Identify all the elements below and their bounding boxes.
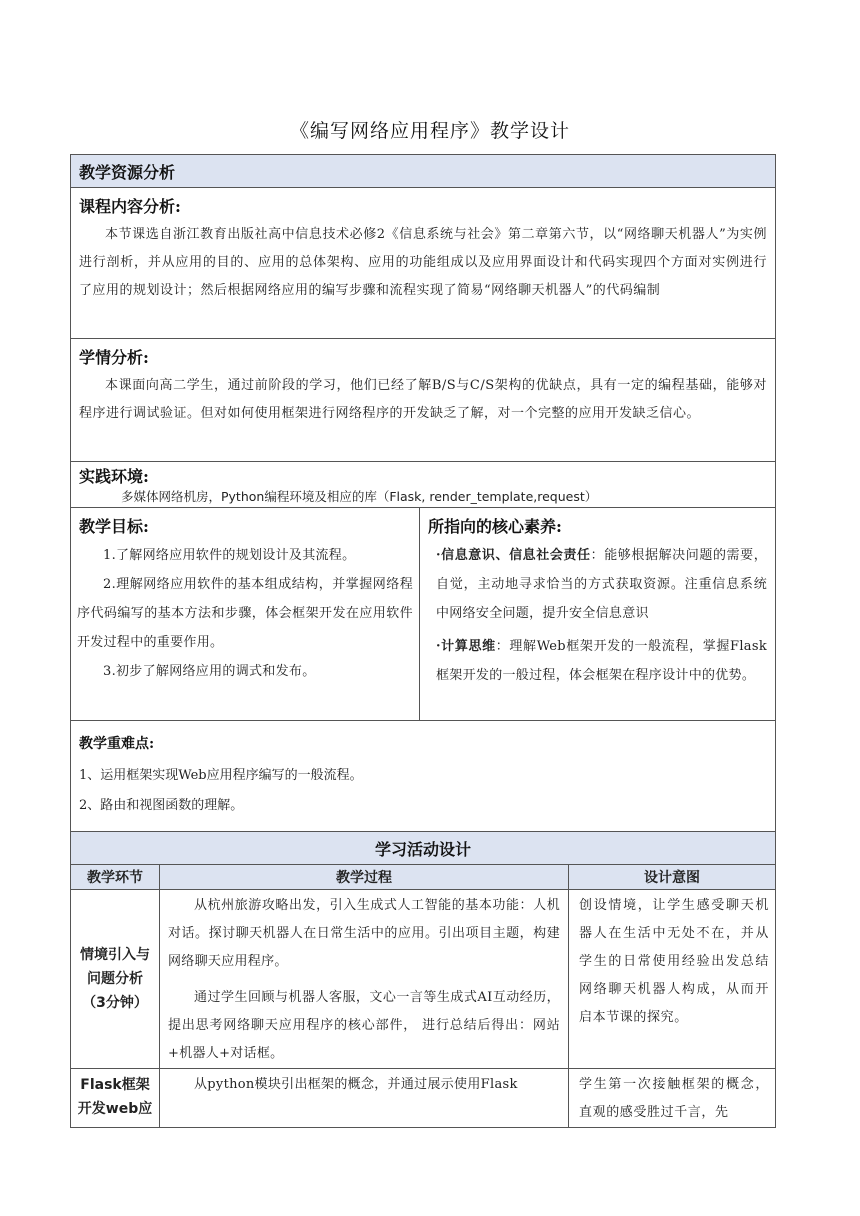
document-title: 《编写网络应用程序》教学设计	[289, 120, 570, 142]
goal-item: 2.理解网络应用软件的基本组成结构，并掌握网络程序代码编写的基本方法和步骤，体会框架开发在应用软件开发过程中的重要作用。	[77, 577, 413, 650]
goal-item: 1.了解网络应用软件的规划设计及其流程。	[103, 548, 356, 563]
activity-row	[71, 1069, 776, 1128]
environment-text: 多媒体网络机房，Python编程环境及相应的库（Flask, render_template,request）	[121, 489, 598, 504]
environment-title: 实践环境:	[79, 467, 149, 486]
core-item-text: ：能够根据解决问题的需要，自觉，主动地寻求恰当的方式获取资源。注重信息系统中网络安全问题，提升安全信息意识	[436, 548, 768, 621]
activity-phase: Flask框架开发web应	[71, 1069, 160, 1128]
activities-header-row	[71, 832, 776, 865]
course-analysis-title: 课程内容分析:	[79, 197, 181, 216]
core-item	[436, 632, 767, 690]
activities-header: 学习活动设计	[71, 832, 776, 865]
goals-title: 教学目标:	[79, 517, 149, 536]
key-point-item: 2、路由和视图函数的理解。	[79, 798, 244, 813]
course-analysis-row	[71, 188, 776, 339]
student-analysis-title: 学情分析:	[79, 348, 149, 367]
key-points-title: 教学重难点:	[79, 736, 155, 752]
goal-item: 3.初步了解网络应用的调式和发布。	[103, 664, 316, 679]
core-item-text: ：理解Web框架开发的一般流程，掌握Flask框架开发的一般过程，体会框架在程序设计中的优势。	[436, 639, 768, 683]
environment-row	[71, 462, 776, 508]
activity-process: 通过学生回顾与机器人客服，文心一言等生成式AI互动经历，提出思考网络聊天应用程序的核心部件， 进行总结后得出：网站+机器人+对话框。	[168, 990, 560, 1061]
core-title: 所指向的核心素养:	[428, 517, 562, 536]
activity-process: 从python模块引出框架的概念，并通过展示使用Flask	[194, 1077, 518, 1092]
column-header-intent: 设计意图	[569, 865, 776, 890]
activity-row	[71, 890, 776, 1069]
resource-analysis-header: 教学资源分析	[71, 155, 776, 188]
activity-intent: 创设情境，让学生感受聊天机器人在生活中无处不在，并从学生的日常使用经验出发总结网络聊天机器人构成，从而开启本节课的探究。	[579, 898, 770, 1025]
core-item	[436, 541, 767, 628]
activity-intent: 学生第一次接触框架的概念，直观的感受胜过千言，先	[579, 1077, 770, 1120]
student-analysis-row	[71, 339, 776, 462]
column-header-phase: 教学环节	[71, 865, 160, 890]
course-analysis-text: 本节课选自浙江教育出版社高中信息技术必修2《信息系统与社会》第二章第六节，以“网络聊天机器人”为实例进行剖析，并从应用的目的、应用的总体架构、应用的功能组成以及应用界面设计和代码实现四个方面对实例进行了应用的规划设计；然后根据网络应用的编写步骤和流程实现了简易“网络聊天机器人”的代码编制	[79, 227, 768, 298]
activity-process: 从杭州旅游攻略出发，引入生成式人工智能的基本功能：人机对话。探讨聊天机器人在日常生活中的应用。引出项目主题，构建网络聊天应用程序。	[168, 898, 560, 969]
activities-column-row	[71, 865, 776, 890]
column-header-process: 教学过程	[160, 865, 569, 890]
key-point-item: 1、运用框架实现Web应用程序编写的一般流程。	[79, 768, 363, 783]
student-analysis-text: 本课面向高二学生，通过前阶段的学习，他们已经了解B/S与C/S架构的优缺点，具有一定的编程基础，能够对程序进行调试验证。但对如何使用框架进行网络程序的开发缺乏了解，对一个完整的应用开发缺乏信心。	[79, 378, 768, 421]
core-item-label: ·计算思维	[436, 639, 496, 654]
key-points-row	[71, 721, 776, 832]
core-item-label: ·信息意识、信息社会责任	[436, 548, 591, 563]
resource-header-row	[71, 155, 776, 188]
activity-phase: 情境引入与问题分析（3分钟）	[71, 890, 160, 1069]
lesson-plan-table	[70, 154, 776, 1128]
goals-core-row	[71, 508, 776, 721]
